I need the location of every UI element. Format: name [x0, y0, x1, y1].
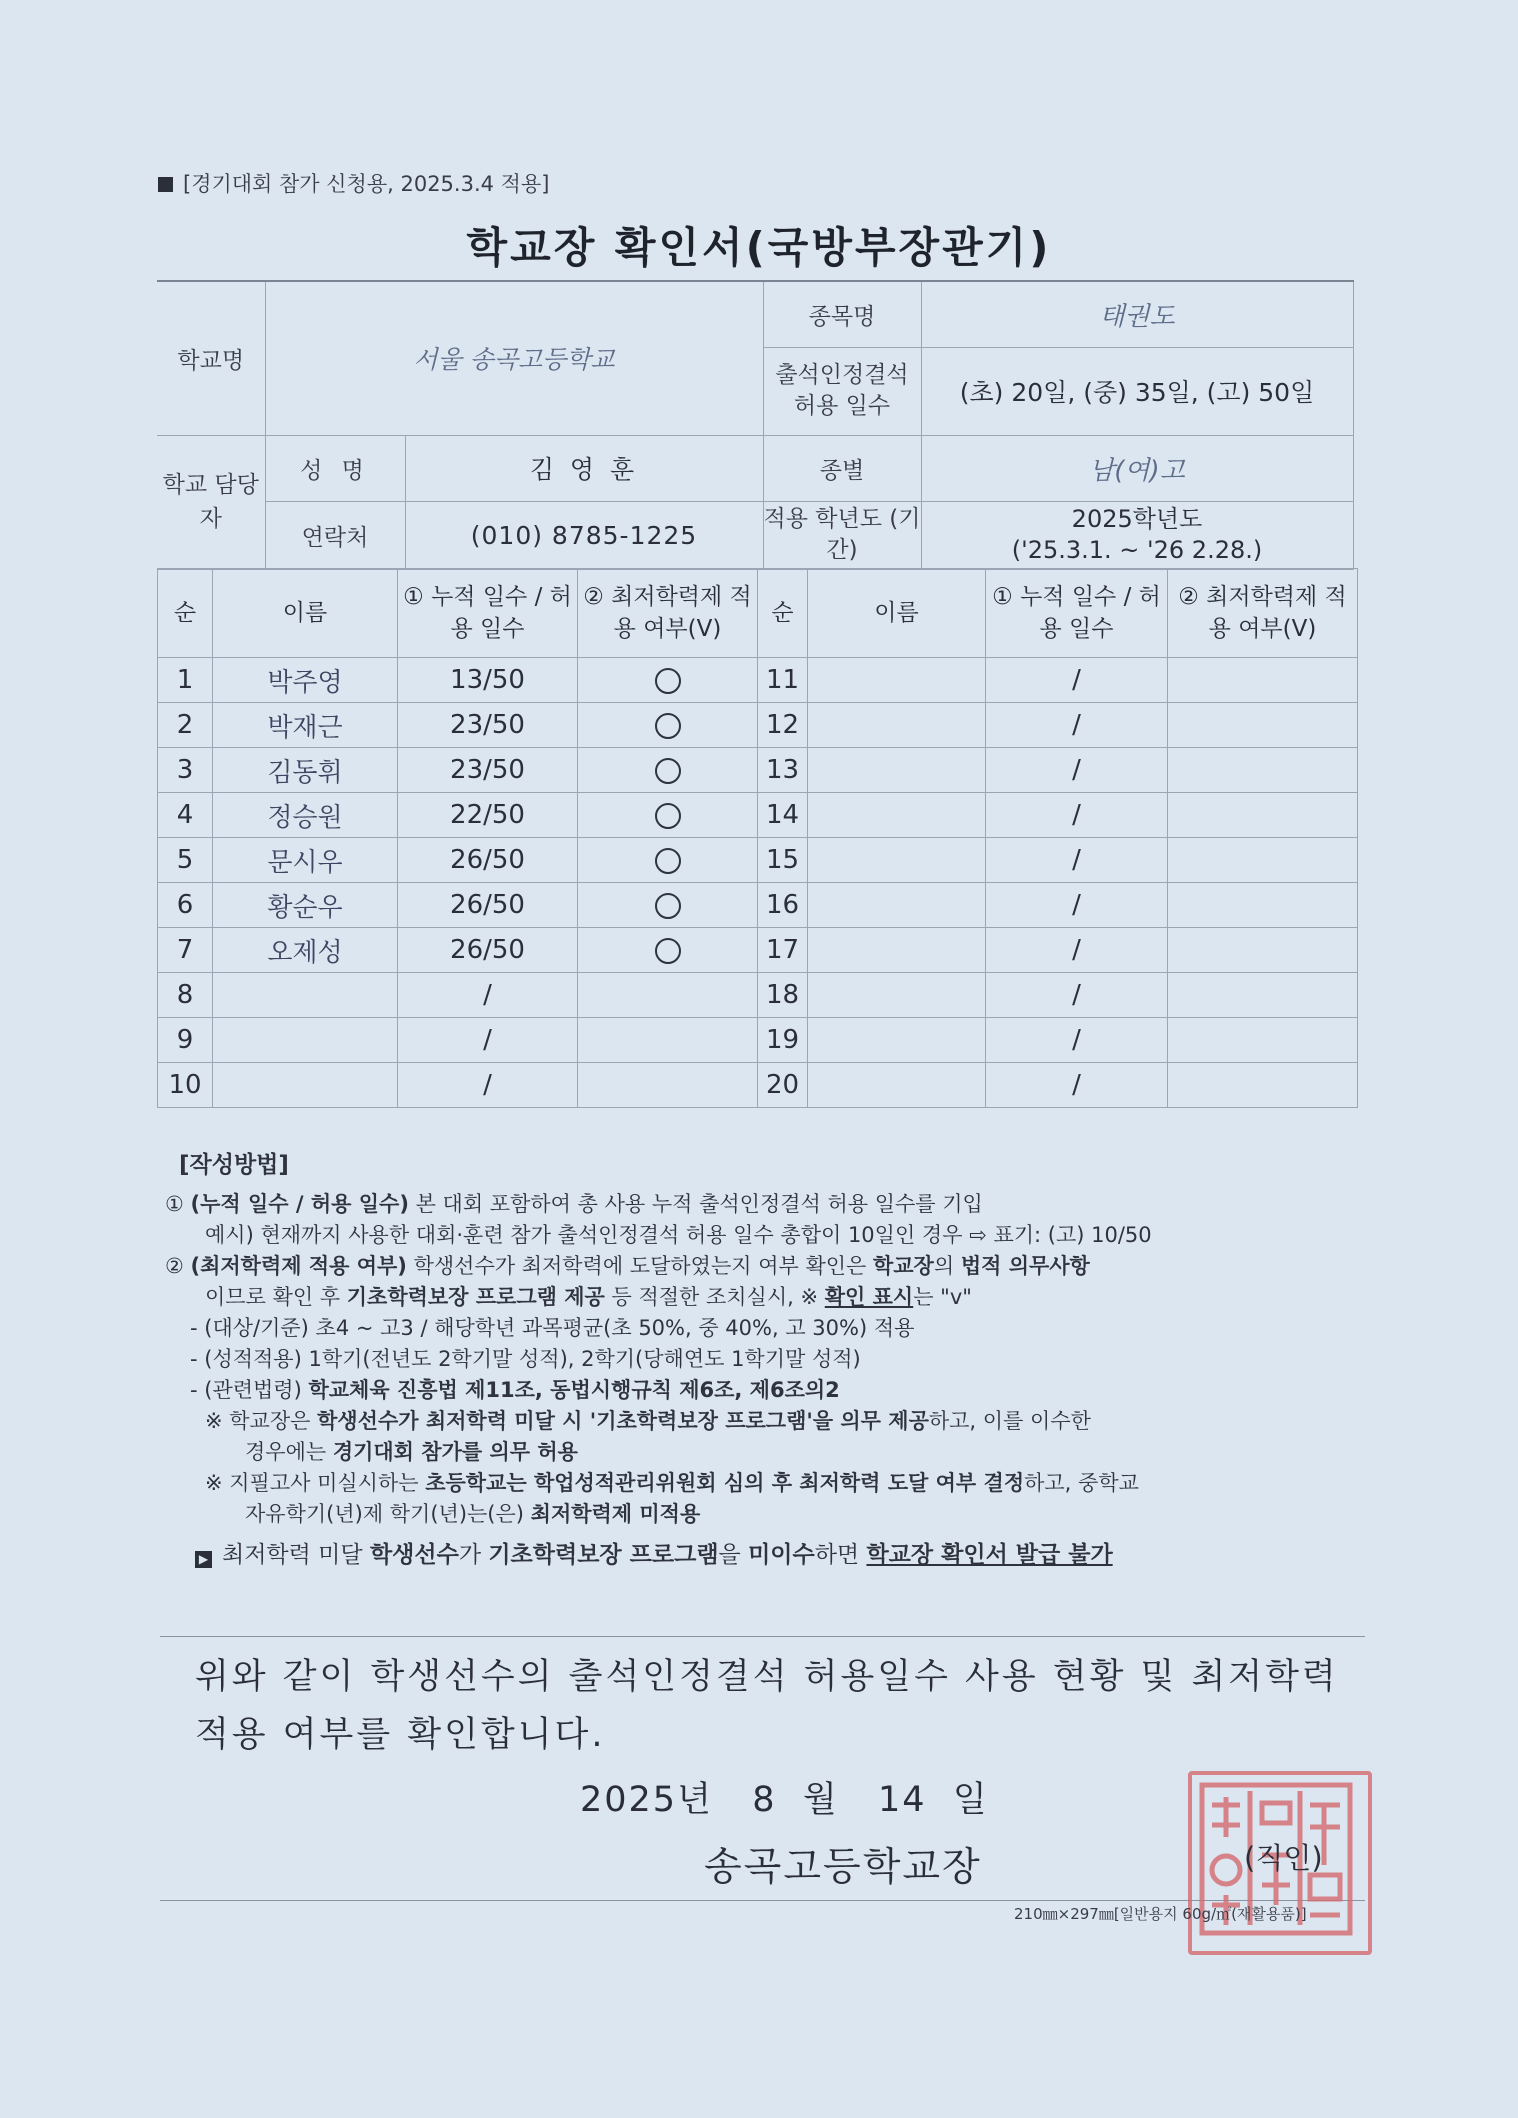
absence-value: (초) 20일, (중) 35일, (고) 50일 — [921, 347, 1353, 435]
instruction-sub-1: - (대상/기준) 초4 ~ 고3 / 해당학년 과목평균(초 50%, 중 40%, 고 30%) 적용 — [190, 1316, 915, 1340]
confirmation-text: 위와 같이 학생선수의 출석인정결석 허용일수 사용 현황 및 최저학력 적용 여부를 확인합니다. — [195, 1657, 1339, 1755]
table-row — [158, 973, 1358, 1018]
name-label: 성 명 — [265, 435, 405, 501]
row-number: 10 — [158, 1063, 213, 1108]
row-number: 15 — [758, 838, 808, 883]
col-flag: ② 최저학력제 적용 여부(V) — [578, 569, 758, 658]
student-name — [808, 748, 986, 793]
row-number: 20 — [758, 1063, 808, 1108]
student-name: 박주영 — [213, 658, 398, 703]
table-row — [158, 703, 1358, 748]
student-name — [808, 1063, 986, 1108]
year-cell — [921, 501, 1353, 569]
days-used: / — [986, 703, 1168, 748]
absence-label: 출석인정결석 허용 일수 — [763, 347, 921, 435]
min-grade-flag — [1168, 1063, 1358, 1108]
phone-value: (010) 8785-1225 — [405, 501, 763, 569]
min-grade-flag — [1168, 658, 1358, 703]
days-used: 23/50 — [398, 703, 578, 748]
principal-name: 송곡고등학교장 — [704, 1845, 982, 1890]
min-grade-flag — [1168, 1018, 1358, 1063]
min-grade-flag — [1168, 793, 1358, 838]
period-value: ('25.3.1. ~ '26 2.28.) — [1011, 536, 1263, 564]
name-value: 김 영 훈 — [405, 435, 763, 501]
student-name — [808, 883, 986, 928]
student-name: 오제성 — [213, 928, 398, 973]
student-name: 김동휘 — [213, 748, 398, 793]
table-row — [158, 793, 1358, 838]
col-name: 이름 — [213, 569, 398, 658]
col-no: 순 — [158, 569, 213, 658]
days-used: / — [986, 973, 1168, 1018]
row-number: 12 — [758, 703, 808, 748]
event-label: 종목명 — [763, 281, 921, 347]
row-number: 8 — [158, 973, 213, 1018]
table-row — [158, 928, 1358, 973]
circle-mark-icon — [655, 803, 681, 829]
student-name: 박재근 — [213, 703, 398, 748]
row-number: 4 — [158, 793, 213, 838]
days-used: 23/50 — [398, 748, 578, 793]
student-name: 황순우 — [213, 883, 398, 928]
row-number: 2 — [158, 703, 213, 748]
student-name: 정승원 — [213, 793, 398, 838]
row-number: 18 — [758, 973, 808, 1018]
col-no-right: 순 — [758, 569, 808, 658]
min-grade-flag — [578, 1063, 758, 1108]
instructions-heading: [작성방법] — [179, 1152, 289, 1178]
year-label: 적용 학년도 (기간) — [763, 501, 921, 569]
student-name — [213, 1018, 398, 1063]
days-used: / — [986, 1018, 1168, 1063]
days-used: / — [398, 1018, 578, 1063]
student-name — [808, 838, 986, 883]
table-row — [158, 1018, 1358, 1063]
days-used: / — [398, 1063, 578, 1108]
category-label: 종별 — [763, 435, 921, 501]
table-row — [158, 748, 1358, 793]
school-value: 서울 송곡고등학교 — [265, 281, 763, 435]
row-number: 1 — [158, 658, 213, 703]
days-used: / — [986, 883, 1168, 928]
min-grade-flag — [578, 748, 758, 793]
table-row — [158, 838, 1358, 883]
table-row — [158, 658, 1358, 703]
days-used: 26/50 — [398, 883, 578, 928]
student-name — [808, 928, 986, 973]
roster-table — [157, 568, 1358, 1108]
bottom-divider — [160, 1900, 1365, 1901]
issue-date: 2025년 8 월 14 일 — [580, 1780, 989, 1820]
days-used: / — [986, 748, 1168, 793]
category-value: 남(여)고 — [921, 435, 1353, 501]
page-title: 학교장 확인서(국방부장관기) — [466, 223, 1052, 272]
year-value: 2025학년도 — [1071, 504, 1203, 533]
school-label: 학교명 — [157, 281, 265, 435]
days-used: / — [986, 658, 1168, 703]
instruction-item-1: ① (누적 일수 / 허용 일수) 본 대회 포함하여 총 사용 누적 출석인정결석 허용 일수를 기입 — [165, 1192, 983, 1216]
circle-mark-icon — [655, 893, 681, 919]
row-number: 3 — [158, 748, 213, 793]
student-name — [808, 703, 986, 748]
contact-group-label: 학교 담당자 — [157, 435, 265, 569]
min-grade-flag — [578, 703, 758, 748]
days-used: / — [986, 793, 1168, 838]
min-grade-flag — [1168, 928, 1358, 973]
min-grade-flag — [1168, 748, 1358, 793]
min-grade-flag — [578, 793, 758, 838]
seal-label: (직인) — [1244, 1841, 1323, 1875]
col-flag-right: ② 최저학력제 적용 여부(V) — [1168, 569, 1358, 658]
student-name — [808, 1018, 986, 1063]
col-days-right: ① 누적 일수 / 허용 일수 — [986, 569, 1168, 658]
row-number: 14 — [758, 793, 808, 838]
instructions — [165, 1150, 1365, 1571]
row-number: 7 — [158, 928, 213, 973]
student-name — [213, 973, 398, 1018]
min-grade-flag — [578, 928, 758, 973]
col-days: ① 누적 일수 / 허용 일수 — [398, 569, 578, 658]
min-grade-flag — [1168, 973, 1358, 1018]
days-used: / — [986, 928, 1168, 973]
instruction-note-1: ※ 학교장은 학생선수가 최저학력 미달 시 '기초학력보장 프로그램'을 의무 제공하고, 이를 이수한 — [205, 1409, 1091, 1433]
instruction-sub-3: - (관련법령) 학교체육 진흥법 제11조, 동법시행규칙 제6조, 제6조의2 — [190, 1378, 840, 1402]
circle-mark-icon — [655, 758, 681, 784]
row-number: 13 — [758, 748, 808, 793]
phone-label: 연락처 — [265, 501, 405, 569]
square-bullet-icon — [158, 177, 173, 192]
min-grade-flag — [1168, 703, 1358, 748]
min-grade-flag — [578, 973, 758, 1018]
min-grade-flag — [1168, 883, 1358, 928]
instruction-note-2-cont: 자유학기(년)제 학기(년)는(은) 최저학력제 미적용 — [245, 1502, 701, 1526]
days-used: 22/50 — [398, 793, 578, 838]
row-number: 19 — [758, 1018, 808, 1063]
row-number: 17 — [758, 928, 808, 973]
instruction-item-2: ② (최저학력제 적용 여부) 학생선수가 최저학력에 도달하였는지 여부 확인은 학교장의 법적 의무사항 — [165, 1254, 1090, 1278]
min-grade-flag — [578, 883, 758, 928]
student-name — [808, 973, 986, 1018]
min-grade-flag — [578, 838, 758, 883]
paper-spec: 210㎜×297㎜[일반용지 60g/㎡(재활용품)] — [1014, 1905, 1307, 1923]
row-number: 5 — [158, 838, 213, 883]
circle-mark-icon — [655, 668, 681, 694]
circle-mark-icon — [655, 938, 681, 964]
event-value: 태권도 — [921, 281, 1353, 347]
days-used: / — [986, 1063, 1168, 1108]
min-grade-flag — [578, 658, 758, 703]
student-name: 문시우 — [213, 838, 398, 883]
student-name — [808, 658, 986, 703]
days-used: / — [398, 973, 578, 1018]
row-number: 9 — [158, 1018, 213, 1063]
roster-header-row — [158, 569, 1358, 658]
instruction-final: ▶ 최저학력 미달 학생선수가 기초학력보장 프로그램을 미이수하면 학교장 확인서 발급 불가 — [195, 1540, 1365, 1571]
circle-mark-icon — [655, 713, 681, 739]
row-number: 16 — [758, 883, 808, 928]
days-used: 26/50 — [398, 928, 578, 973]
days-used: / — [986, 838, 1168, 883]
days-used: 26/50 — [398, 838, 578, 883]
table-row — [158, 1063, 1358, 1108]
circle-mark-icon — [655, 848, 681, 874]
instruction-example: 예시) 현재까지 사용한 대회·훈련 참가 출석인정결석 허용 일수 총합이 10일인 경우 ⇨ 표기: (고) 10/50 — [205, 1223, 1152, 1247]
row-number: 11 — [758, 658, 808, 703]
instruction-sub-2: - (성적적용) 1학기(전년도 2학기말 성적), 2학기(당해연도 1학기말 성적) — [190, 1347, 861, 1371]
divider — [160, 1636, 1365, 1637]
min-grade-flag — [578, 1018, 758, 1063]
info-table — [157, 280, 1354, 570]
col-name-right: 이름 — [808, 569, 986, 658]
days-used: 13/50 — [398, 658, 578, 703]
table-row — [158, 883, 1358, 928]
row-number: 6 — [158, 883, 213, 928]
min-grade-flag — [1168, 838, 1358, 883]
form-code: [경기대회 참가 신청용, 2025.3.4 적용] — [158, 168, 549, 198]
student-name — [808, 793, 986, 838]
instruction-item-2-cont: 이므로 확인 후 기초학력보장 프로그램 제공 등 적절한 조치실시, ※ 확인 표시는 "v" — [205, 1285, 972, 1309]
instruction-note-1-cont: 경우에는 경기대회 참가를 의무 허용 — [245, 1440, 578, 1464]
instruction-note-2: ※ 지필고사 미실시하는 초등학교는 학업성적관리위원회 심의 후 최저학력 도달 여부 결정하고, 중학교 — [205, 1471, 1139, 1495]
student-name — [213, 1063, 398, 1108]
arrow-box-icon: ▶ — [195, 1551, 212, 1568]
